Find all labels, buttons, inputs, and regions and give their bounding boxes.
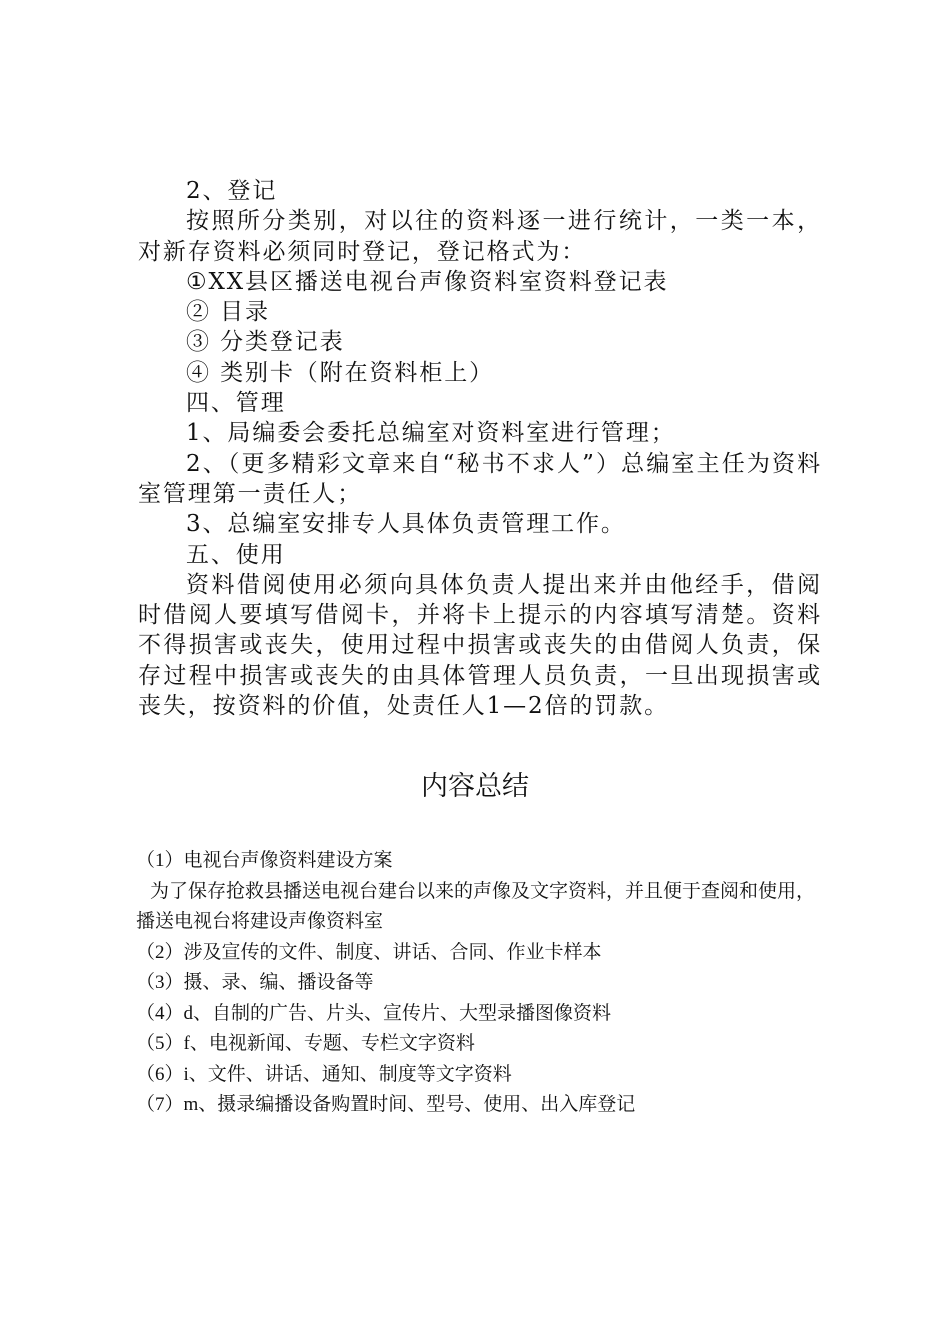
body-paragraph: 1、局编委会委托总编室对资料室进行管理； <box>186 420 676 447</box>
body-paragraph: 资料借阅使用必须向具体负责人提出来并由他经手，借阅时借阅人要填写借阅卡，并将卡上提示的内容填写清楚。资料不得损害或丧失，使用过程中损害或丧失的由借阅人负责，保存过程中损害或丧失的由具体管理人员负责，一旦出现损害或丧失，按资料的价值，处责任人1—2倍的罚款。 <box>138 571 822 720</box>
summary-heading: 内容总结 <box>421 771 529 801</box>
section-heading: 五、使用 <box>186 541 286 568</box>
summary-item: （1）电视台声像资料建设方案 <box>136 850 393 871</box>
list-item: ④ 类别卡（附在资料柜上） <box>186 359 495 386</box>
document-body <box>138 176 822 721</box>
summary-item: （6）i、文件、讲话、通知、制度等文字资料 <box>136 1063 512 1085</box>
section-heading: 四、管理 <box>186 390 286 417</box>
summary-list <box>136 846 826 1121</box>
summary-item: 为了保存抢救县播送电视台建台以来的声像及文字资料，并且便于查阅和使用，播送电视台将建设声像资料室 <box>136 880 816 932</box>
summary-item: （4）d、自制的广告、片头、宣传片、大型录播图像资料 <box>136 1002 612 1024</box>
summary-item: （2）涉及宣传的文件、制度、讲话、合同、作业卡样本 <box>136 941 602 963</box>
body-paragraph: 3、总编室安排专人具体负责管理工作。 <box>186 511 626 538</box>
summary-item: （7）m、摄录编播设备购置时间、型号、使用、出入库登记 <box>136 1094 636 1115</box>
body-paragraph: 2、（更多精彩文章来自“秘书不求人”）总编室主任为资料室管理第一责任人； <box>138 450 822 507</box>
body-paragraph: 按照所分类别，对以往的资料逐一进行统计，一类一本，对新存资料必须同时登记，登记格式为： <box>138 208 822 265</box>
list-item: ③ 分类登记表 <box>186 329 345 356</box>
summary-item: （3）摄、录、编、播设备等 <box>136 972 374 993</box>
list-item: ② 目录 <box>186 299 270 326</box>
section-heading: 2、登记 <box>186 178 278 204</box>
summary-item: （5）f、电视新闻、专题、专栏文字资料 <box>136 1033 475 1054</box>
list-item: ①XX县区播送电视台声像资料室资料登记表 <box>186 268 669 295</box>
